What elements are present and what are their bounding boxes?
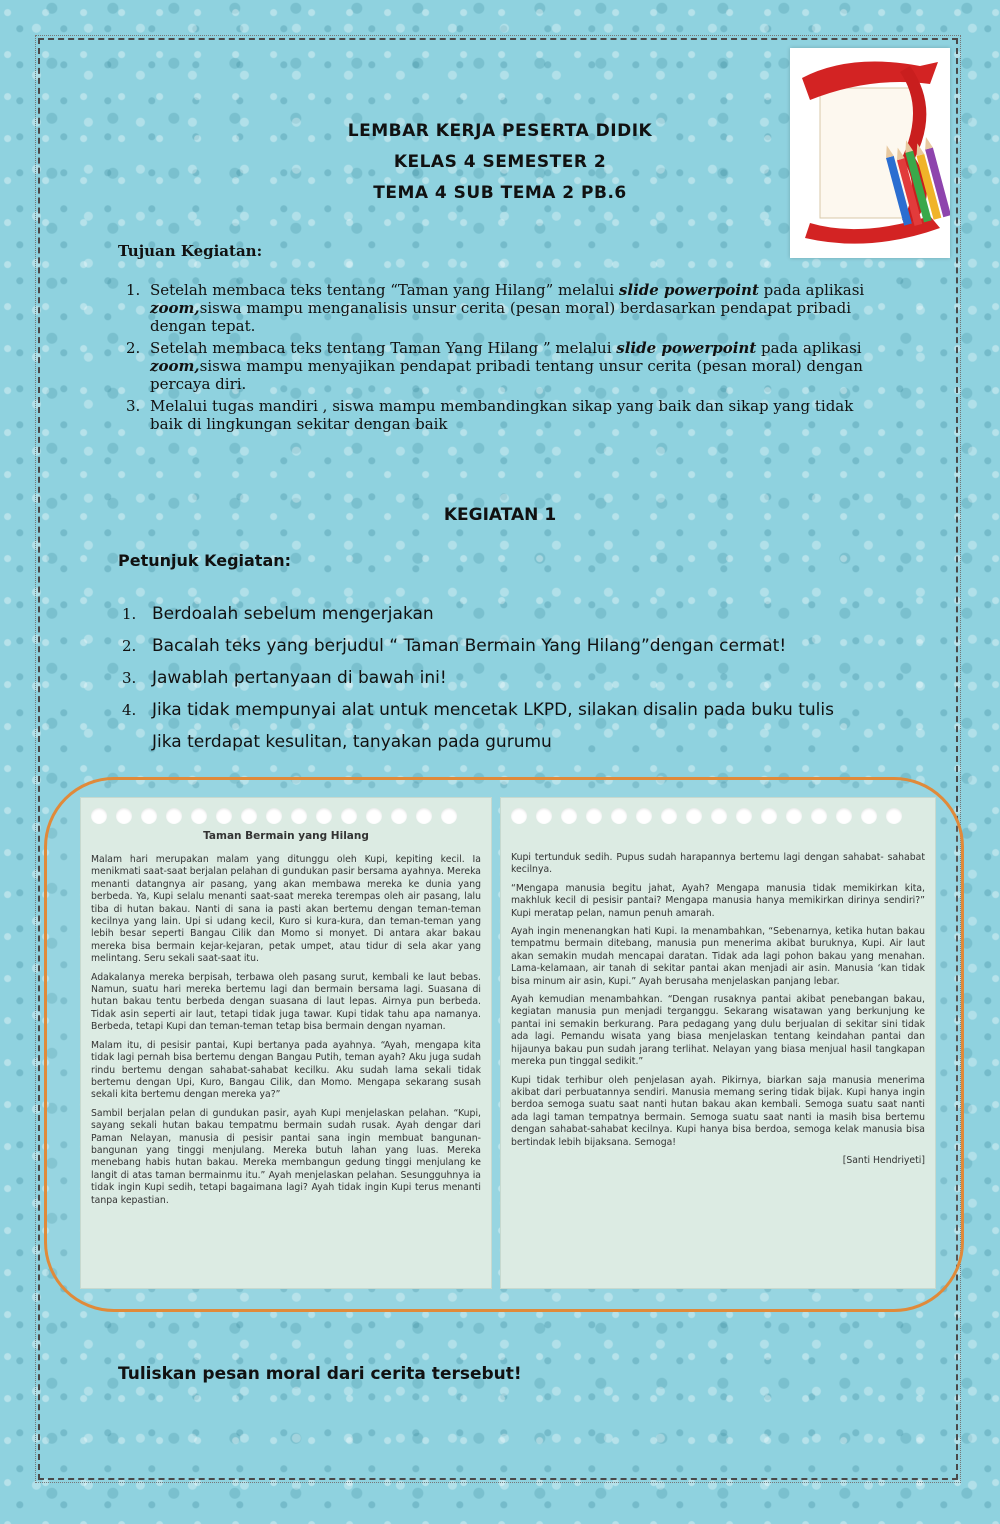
story-paragraph: “Mengapa manusia begitu jahat, Ayah? Mengapa manusia tidak memikirkan kita, makhluk kecil di pesisir pantai? Mengapa manusia hanya memikirkan dirinya sendiri?” Kupi meratap pelan, namun penuh amarah. (511, 882, 925, 919)
header-title-3: TEMA 4 SUB TEMA 2 PB.6 (373, 183, 627, 203)
objective-item: 2. Setelah membaca teks tentang Taman Yang Hilang ” melalui slide powerpoint pada aplikasi zoom,siswa mampu menyajikan pendapat pribadi tentang unsur cerita (pesan moral) dengan percaya diri. (126, 339, 863, 393)
step-extra: Jika terdapat kesulitan, tanyakan pada gurumu (152, 732, 552, 752)
petunjuk-label: Petunjuk Kegiatan: (118, 551, 292, 570)
story-text-left (91, 854, 481, 1213)
objective-item: 3. Melalui tugas mandiri , siswa mampu membandingkan sikap yang baik dan sikap yang tidak baik di lingkungan sekitar dengan baik (126, 397, 854, 433)
story-paragraph: Malam hari merupakan malam yang ditunggu oleh Kupi, kepiting kecil. Ia menikmati saat-saat berjalan pelahan di gundukan pasir bersama ayahnya. Mereka menanti datangnya air pasang, yang akan membawa mereka ke dunia yang berbeda. Ya, Kupi selalu menanti saat-saat mereka terempas oleh air pasang, lalu tiba di hutan bakau. Nanti di sana ia pasti akan bertemu dengan teman-teman kecilnya yang lain. Upi si udang kecil, Kuro si kura-kura, dan teman-teman yang lebih besar seperti Bangau Cilik dan Momo si monyet. Di antara akar bakau mereka bisa bermain kejar-kejaran, petak umpet, atau tidur di sela akar yang melintang. Seru sekali saat-saat itu. (91, 854, 481, 965)
story-paragraph: Ayah ingin menenangkan hati Kupi. Ia menambahkan, “Sebenarnya, ketika hutan bakau tempatmu bermain ditebang, manusia pun menerima akibat buruknya, Kupi. Air laut akan semakin mudah mencapai daratan. Tidak ada lagi pohon bakau yang menahan. Lama-kelamaan, air tanah di sekitar pantai akan menjadi air asin. Manusia ‘kan tidak bisa minum air asin, Kupi.” Ayah berusaha menjelaskan panjang lebar. (511, 926, 925, 987)
story-page-right (500, 797, 936, 1289)
instruction-steps (122, 598, 922, 758)
story-paragraph: Kupi tidak terhibur oleh penjelasan ayah. Pikirnya, biarkan saja manusia menerima akibat dari perbuatannya sendiri. Manusia memang sering tidak bijak. Kupi hanya ingin berdoa semoga suatu saat nanti hutan bakau akan kembali. Semoga suatu saat nanti ada lagi taman tempatnya bermain. Semoga suatu saat nanti ia masih bisa bertemu dengan sahabat-sahabat kecilnya. Kupi hanya bisa berdoa, semoga kelak manusia bisa bertindak lebih bijaksana. Semoga! (511, 1074, 925, 1148)
objective-item: 1. Setelah membaca teks tentang “Taman yang Hilang” melalui slide powerpoint pada aplikasi zoom,siswa mampu menganalisis unsur cerita (pesan moral) berdasarkan pendapat pribadi dengan tepat. (126, 281, 865, 335)
story-paragraph: Kupi tertunduk sedih. Pupus sudah harapannya bertemu lagi dengan sahabat- sahabat kecilnya. (511, 852, 925, 876)
tujuan-label: Tujuan Kegiatan: (118, 242, 263, 260)
story-paragraph: Ayah kemudian menambahkan. “Dengan rusaknya pantai akibat penebangan bakau, kegiatan manusia pun menjadi terganggu. Sekarang wisatawan yang berkunjung ke pantai ini semakin berkurang. Para pedagang yang dulu berjualan di sekitar sini tidak ada lagi. Pemandu wisata yang biasa menjelaskan tentang keindahan pantai dan hijaunya bakau pun sudah jarang terlihat. Nelayan yang biasa menjual hasil tangkapan mereka pun tinggal sedikit.” (511, 994, 925, 1068)
story-paragraph: Malam itu, di pesisir pantai, Kupi bertanya pada ayahnya. “Ayah, mengapa kita tidak lagi pernah bisa bertemu dengan Bangau Putih, teman ayah? Aku juga sudah rindu bertemu dengan sahabat-sahabat kecilku. Aku sudah lama sekali tidak bertemu dengan Upi, Kuro, Bangau Cilik, dan Momo. Mengapa sekarang susah sekali kita bertemu dengan mereka ya?” (91, 1039, 481, 1101)
kegiatan-title: KEGIATAN 1 (443, 505, 557, 525)
header-title-1: LEMBAR KERJA PESERTA DIDIK (347, 121, 653, 141)
step-item: 1. Berdoalah sebelum mengerjakan (122, 604, 434, 624)
task-instruction: Tuliskan pesan moral dari cerita tersebut! (118, 1364, 522, 1384)
step-item: 4. Jika tidak mempunyai alat untuk mencetak LKPD, silakan disalin pada buku tulis (122, 700, 834, 720)
story-title: Taman Bermain yang Hilang (203, 830, 369, 842)
step-item: 3. Jawablah pertanyaan di bawah ini! (122, 668, 447, 688)
step-item: 2. Bacalah teks yang berjudul “ Taman Bermain Yang Hilang”dengan cermat! (122, 636, 787, 656)
binder-holes (511, 808, 925, 824)
story-page-left (80, 797, 492, 1289)
story-paragraph: Sambil berjalan pelan di gundukan pasir, ayah Kupi menjelaskan pelahan. “Kupi, sayang sekali hutan bakau tempatmu bermain sudah rusak. Ayah dengar dari Paman Nelayan, manusia di pesisir pantai sana ingin membuat bangunan-bangunan yang tinggi menjulang. Mereka butuh lahan yang luas. Mereka menebang habis hutan bakau. Mereka membangun gedung tinggi menjulang ke langit di atas taman bermainmu itu.” Ayah menjelaskan pelahan. Sesungguhnya ia tidak ingin Kupi sedih, tetapi bagaimana lagi? Ayah tidak ingin Kupi terus menanti tanpa kepastian. (91, 1107, 481, 1206)
story-author: [Santi Hendriyeti] (842, 1154, 925, 1166)
story-paragraph: Adakalanya mereka berpisah, terbawa oleh pasang surut, kembali ke laut bebas. Namun, suatu hari mereka bertemu lagi dan bermain bersama lagi. Suasana di hutan bakau tentu berbeda dengan suasana di laut lepas. Airnya pun berbeda. Tidak asin seperti air laut, tetapi tidak juga tawar. Kupi tidak tahu apa namanya. Berbeda, tetapi Kupi dan teman-teman tetap bisa bermain dengan nyaman. (91, 971, 481, 1033)
story-text-right (511, 852, 925, 1173)
header-title-2: KELAS 4 SEMESTER 2 (393, 152, 607, 172)
binder-holes (91, 808, 481, 824)
objective-list (126, 281, 886, 437)
